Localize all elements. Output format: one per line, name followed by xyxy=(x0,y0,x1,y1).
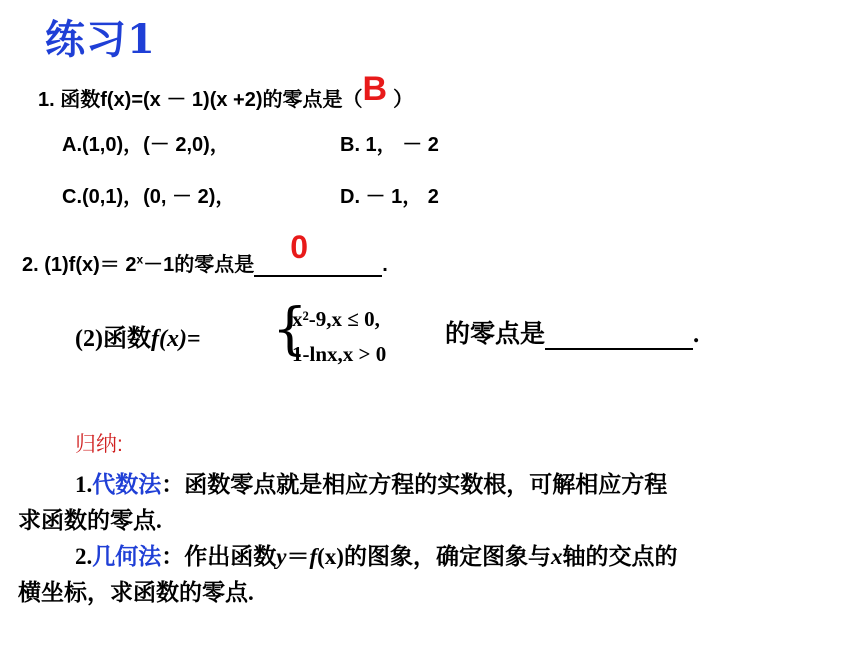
page-title: 练习1 xyxy=(45,16,156,63)
piecewise-case-2: 1-lnx,x > 0 xyxy=(292,342,387,366)
q2p1-end: . xyxy=(382,254,388,276)
answer-blank-1 xyxy=(254,229,382,277)
question-1-stem xyxy=(38,70,414,115)
q2p1-superscript: x xyxy=(136,252,144,267)
question-2-part-2-label xyxy=(75,318,201,353)
item2-f: f xyxy=(309,544,318,569)
item2-label: 几何法 xyxy=(92,544,162,569)
question-2-part-2-tail xyxy=(445,314,699,350)
q2p1-suffix: －1的零点是 xyxy=(143,254,255,276)
question-1-text: 1. 函数f(x)=(x － 1)(x +2)的零点是（ xyxy=(38,89,363,111)
question-2-part-1 xyxy=(22,229,388,277)
question-1-close: ） xyxy=(393,89,414,111)
summary-item-1-line-2: 求函数的零点. xyxy=(18,508,162,533)
q2p2-end: . xyxy=(693,321,700,348)
item2-xparen: (x) xyxy=(317,544,344,569)
item2-post: 轴的交点的 xyxy=(562,544,678,569)
item1-number: 1. xyxy=(75,472,93,497)
item1-label: 代数法 xyxy=(92,472,162,497)
answer-blank-2 xyxy=(545,322,693,350)
q2p2-eq: = xyxy=(186,326,201,352)
summary-heading: 归纳: xyxy=(75,433,123,456)
item2-pre: ：作出函数 xyxy=(161,544,277,569)
question-1-answer: B xyxy=(362,70,388,108)
item2-mid: 的图象，确定图象与 xyxy=(343,544,551,569)
summary-item-2-line-2: 横坐标，求函数的零点. xyxy=(18,580,254,605)
piecewise-brace: { xyxy=(272,297,308,362)
option-d: D. － 1， 2 xyxy=(340,186,439,208)
summary-item-2-line-1 xyxy=(75,538,677,571)
q2p2-prefix: (2)函数 xyxy=(75,326,151,352)
q2p2-suffix: 的零点是 xyxy=(445,321,546,348)
q2p2-fx: f(x) xyxy=(150,326,187,352)
option-b: B. 1， － 2 xyxy=(340,134,439,156)
option-c: C.(0,1)，(0, － 2)， xyxy=(62,186,236,208)
q2p1-prefix: 2. (1)f(x)＝ 2 xyxy=(22,254,137,276)
item2-number: 2. xyxy=(75,544,93,569)
piecewise-case-1: x²-9,x ≤ 0, xyxy=(292,307,380,331)
summary-item-1-line-1 xyxy=(75,466,667,499)
option-a: A.(1,0)，(－ 2,0)， xyxy=(62,134,230,156)
item1-text: ：函数零点就是相应方程的实数根，可解相应方程 xyxy=(161,472,668,497)
q2p1-answer: 0 xyxy=(290,229,309,265)
item2-x: x xyxy=(550,544,563,569)
item2-y: y xyxy=(276,544,287,569)
item2-eq: ＝ xyxy=(286,544,310,569)
